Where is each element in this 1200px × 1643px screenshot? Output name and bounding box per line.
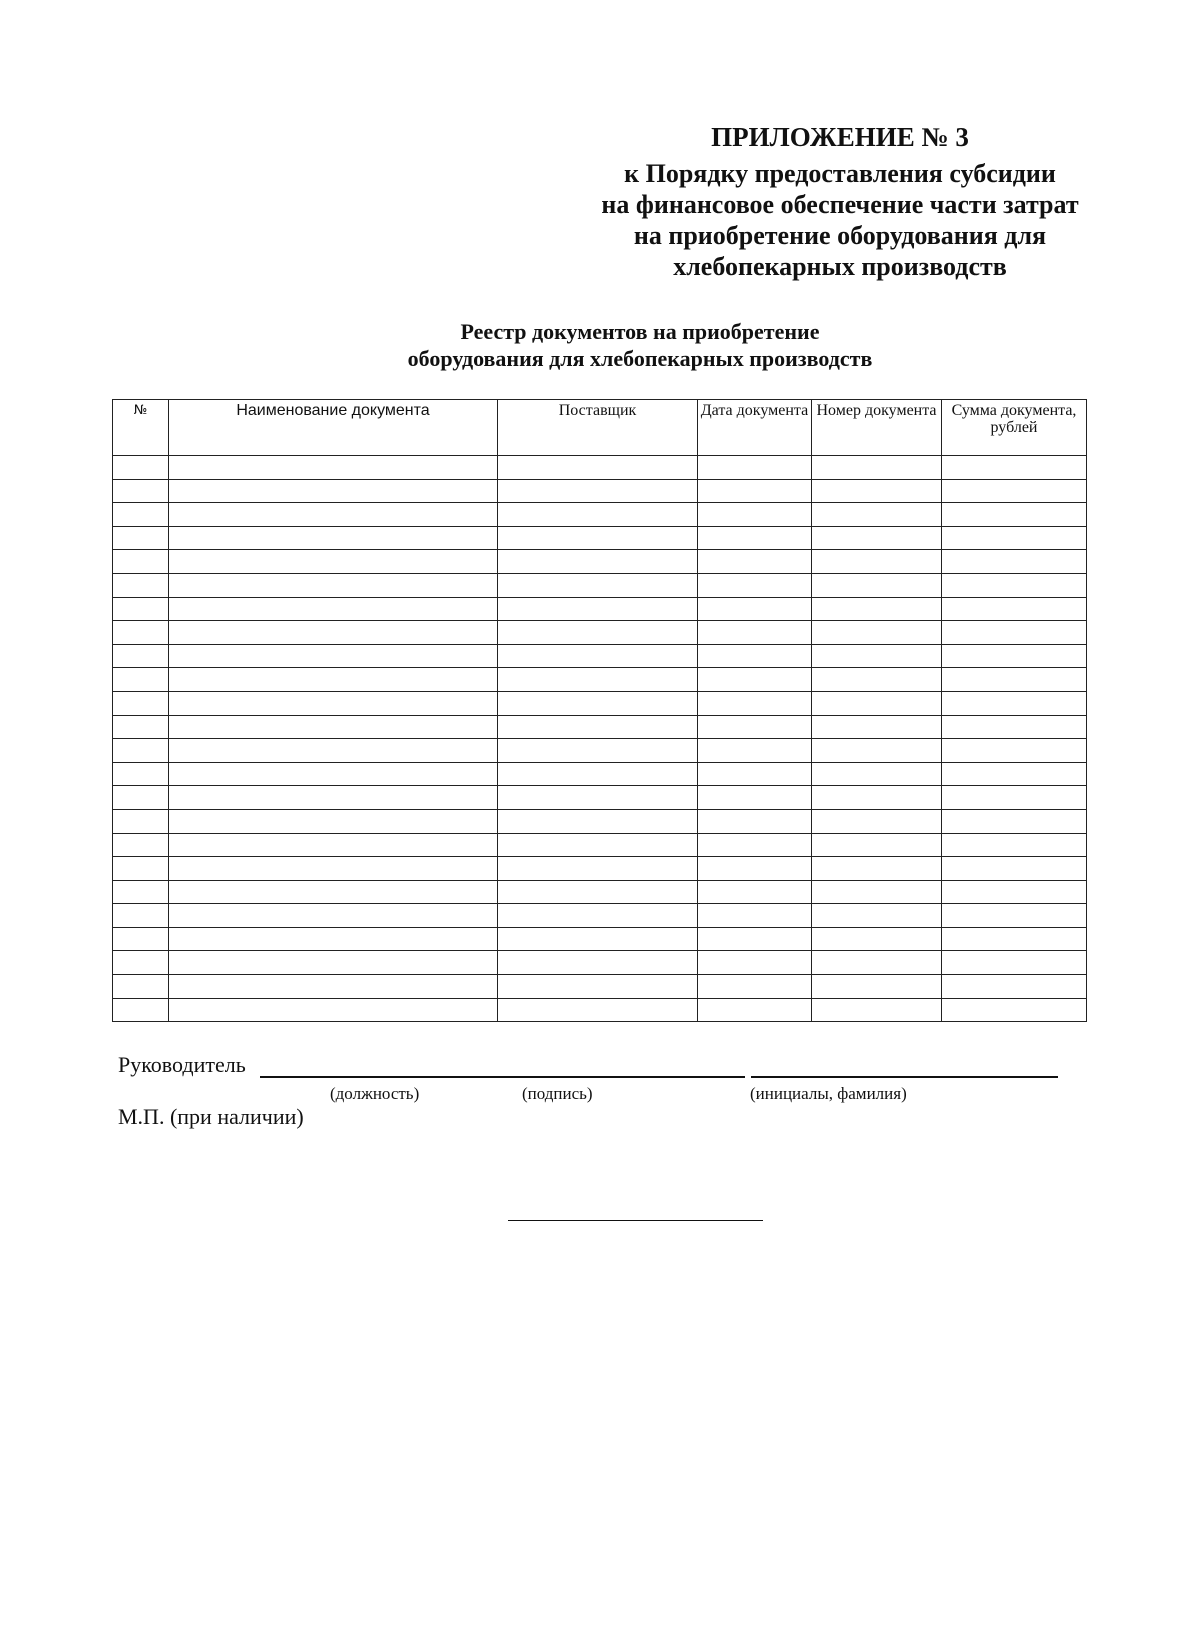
table-cell	[812, 904, 942, 928]
table-cell	[698, 998, 812, 1022]
table-cell	[942, 644, 1087, 668]
table-cell	[169, 739, 498, 763]
table-cell	[942, 880, 1087, 904]
table-cell	[942, 951, 1087, 975]
table-row	[113, 762, 1087, 786]
table-cell	[169, 857, 498, 881]
table-cell	[812, 644, 942, 668]
table-cell	[169, 597, 498, 621]
table-cell	[698, 975, 812, 999]
table-cell	[113, 644, 169, 668]
table-cell	[113, 904, 169, 928]
table-row	[113, 550, 1087, 574]
table-cell	[498, 739, 698, 763]
annex-line: к Порядку предоставления субсидии	[624, 159, 1056, 188]
signature-line-position	[260, 1076, 605, 1078]
table-row	[113, 951, 1087, 975]
table-cell	[169, 526, 498, 550]
table-cell	[698, 786, 812, 810]
table-cell	[942, 691, 1087, 715]
table-cell	[812, 998, 942, 1022]
table-cell	[113, 503, 169, 527]
table-cell	[169, 975, 498, 999]
table-cell	[942, 479, 1087, 503]
table-cell	[942, 526, 1087, 550]
table-cell	[698, 597, 812, 621]
bottom-divider	[508, 1220, 763, 1221]
table-cell	[498, 998, 698, 1022]
table-cell	[113, 526, 169, 550]
table-cell	[169, 668, 498, 692]
table-cell	[812, 503, 942, 527]
table-cell	[698, 809, 812, 833]
table-cell	[169, 786, 498, 810]
table-cell	[498, 715, 698, 739]
signature-line-name	[751, 1076, 1058, 1078]
table-cell	[169, 904, 498, 928]
table-cell	[698, 644, 812, 668]
table-cell	[812, 597, 942, 621]
table-cell	[942, 573, 1087, 597]
table-cell	[113, 880, 169, 904]
table-cell	[498, 621, 698, 645]
column-header-number: №	[113, 400, 169, 456]
table-cell	[169, 479, 498, 503]
stamp-label: М.П. (при наличии)	[118, 1104, 304, 1129]
register-table-body	[113, 456, 1087, 1022]
table-cell	[169, 762, 498, 786]
column-header-document-name: Наименование документа	[169, 400, 498, 456]
table-cell	[812, 715, 942, 739]
table-cell	[942, 927, 1087, 951]
table-cell	[698, 904, 812, 928]
table-cell	[942, 597, 1087, 621]
table-cell	[698, 951, 812, 975]
table-cell	[498, 880, 698, 904]
table-cell	[942, 857, 1087, 881]
table-cell	[812, 526, 942, 550]
table-cell	[698, 621, 812, 645]
table-cell	[113, 550, 169, 574]
annex-line: хлебопекарных производств	[673, 252, 1007, 281]
table-cell	[113, 715, 169, 739]
table-row	[113, 833, 1087, 857]
table-cell	[113, 621, 169, 645]
table-cell	[942, 739, 1087, 763]
table-cell	[698, 550, 812, 574]
table-cell	[812, 739, 942, 763]
table-cell	[812, 479, 942, 503]
table-cell	[169, 715, 498, 739]
table-cell	[812, 975, 942, 999]
table-cell	[169, 691, 498, 715]
table-cell	[169, 573, 498, 597]
table-cell	[113, 456, 169, 480]
table-cell	[812, 951, 942, 975]
table-header-row	[113, 400, 1087, 456]
table-row	[113, 597, 1087, 621]
table-cell	[942, 833, 1087, 857]
table-cell	[942, 904, 1087, 928]
table-row	[113, 904, 1087, 928]
table-cell	[942, 503, 1087, 527]
table-cell	[498, 762, 698, 786]
table-row	[113, 786, 1087, 810]
table-cell	[812, 762, 942, 786]
table-cell	[113, 833, 169, 857]
column-header-document-amount: Сумма документа, рублей	[942, 400, 1087, 456]
table-row	[113, 573, 1087, 597]
table-row	[113, 479, 1087, 503]
table-cell	[498, 573, 698, 597]
table-cell	[169, 503, 498, 527]
annex-line: на финансовое обеспечение части затрат	[601, 190, 1079, 219]
table-cell	[169, 809, 498, 833]
table-cell	[498, 904, 698, 928]
table-row	[113, 880, 1087, 904]
table-cell	[698, 833, 812, 857]
table-row	[113, 857, 1087, 881]
table-cell	[812, 621, 942, 645]
table-cell	[942, 550, 1087, 574]
table-cell	[113, 927, 169, 951]
table-cell	[698, 503, 812, 527]
table-cell	[498, 786, 698, 810]
table-cell	[113, 809, 169, 833]
register-title-line: оборудования для хлебопекарных производств	[407, 346, 873, 371]
table-cell	[169, 621, 498, 645]
table-cell	[113, 857, 169, 881]
table-cell	[698, 715, 812, 739]
table-cell	[169, 927, 498, 951]
table-cell	[498, 975, 698, 999]
table-cell	[169, 880, 498, 904]
table-row	[113, 998, 1087, 1022]
table-cell	[113, 597, 169, 621]
table-cell	[113, 975, 169, 999]
table-cell	[698, 739, 812, 763]
column-header-document-date: Дата документа	[698, 400, 812, 456]
table-cell	[498, 456, 698, 480]
table-cell	[942, 975, 1087, 999]
table-row	[113, 739, 1087, 763]
table-cell	[812, 857, 942, 881]
table-cell	[698, 526, 812, 550]
table-cell	[169, 998, 498, 1022]
table-row	[113, 621, 1087, 645]
table-cell	[498, 857, 698, 881]
table-cell	[113, 573, 169, 597]
table-cell	[498, 668, 698, 692]
column-header-document-number: Номер документа	[812, 400, 942, 456]
table-cell	[113, 786, 169, 810]
table-row	[113, 526, 1087, 550]
table-cell	[169, 951, 498, 975]
table-row	[113, 503, 1087, 527]
table-cell	[942, 715, 1087, 739]
register-title-line: Реестр документов на приобретение	[460, 319, 820, 344]
annex-line: на приобретение оборудования для	[633, 221, 1047, 250]
table-cell	[113, 998, 169, 1022]
table-cell	[812, 550, 942, 574]
table-cell	[942, 456, 1087, 480]
table-cell	[698, 857, 812, 881]
table-cell	[498, 526, 698, 550]
table-cell	[812, 927, 942, 951]
column-header-supplier: Поставщик	[498, 400, 698, 456]
table-cell	[812, 786, 942, 810]
signature-label: Руководитель	[118, 1052, 246, 1077]
table-cell	[698, 479, 812, 503]
table-row	[113, 644, 1087, 668]
table-cell	[169, 550, 498, 574]
table-cell	[498, 833, 698, 857]
table-cell	[942, 621, 1087, 645]
table-row	[113, 809, 1087, 833]
table-cell	[942, 998, 1087, 1022]
table-cell	[698, 691, 812, 715]
table-row	[113, 975, 1087, 999]
table-row	[113, 927, 1087, 951]
table-cell	[698, 927, 812, 951]
table-cell	[942, 809, 1087, 833]
table-cell	[498, 503, 698, 527]
table-cell	[498, 691, 698, 715]
caption-name: (инициалы, фамилия)	[750, 1084, 907, 1103]
table-cell	[498, 550, 698, 574]
annex-title: ПРИЛОЖЕНИЕ № 3	[711, 122, 969, 152]
caption-signature: (подпись)	[522, 1084, 593, 1103]
table-cell	[942, 762, 1087, 786]
table-cell	[498, 927, 698, 951]
annex-header	[560, 120, 1120, 282]
table-cell	[113, 691, 169, 715]
table-cell	[812, 691, 942, 715]
table-cell	[169, 456, 498, 480]
table-cell	[169, 644, 498, 668]
table-cell	[698, 762, 812, 786]
table-cell	[113, 951, 169, 975]
table-cell	[498, 809, 698, 833]
table-cell	[698, 456, 812, 480]
register-title	[250, 318, 1030, 372]
table-cell	[812, 456, 942, 480]
table-cell	[698, 668, 812, 692]
table-cell	[113, 479, 169, 503]
table-cell	[498, 951, 698, 975]
caption-position: (должность)	[330, 1084, 420, 1103]
register-table	[112, 399, 1087, 1022]
table-row	[113, 456, 1087, 480]
table-cell	[169, 833, 498, 857]
table-row	[113, 668, 1087, 692]
table-row	[113, 691, 1087, 715]
table-cell	[498, 644, 698, 668]
table-row	[113, 715, 1087, 739]
table-cell	[942, 668, 1087, 692]
table-cell	[498, 479, 698, 503]
table-cell	[113, 739, 169, 763]
table-cell	[942, 786, 1087, 810]
table-cell	[812, 668, 942, 692]
table-cell	[698, 880, 812, 904]
table-cell	[113, 762, 169, 786]
table-cell	[812, 573, 942, 597]
table-cell	[812, 809, 942, 833]
table-cell	[812, 833, 942, 857]
table-cell	[498, 597, 698, 621]
table-cell	[113, 668, 169, 692]
table-cell	[698, 573, 812, 597]
signature-line-signature	[605, 1076, 745, 1078]
table-cell	[812, 880, 942, 904]
